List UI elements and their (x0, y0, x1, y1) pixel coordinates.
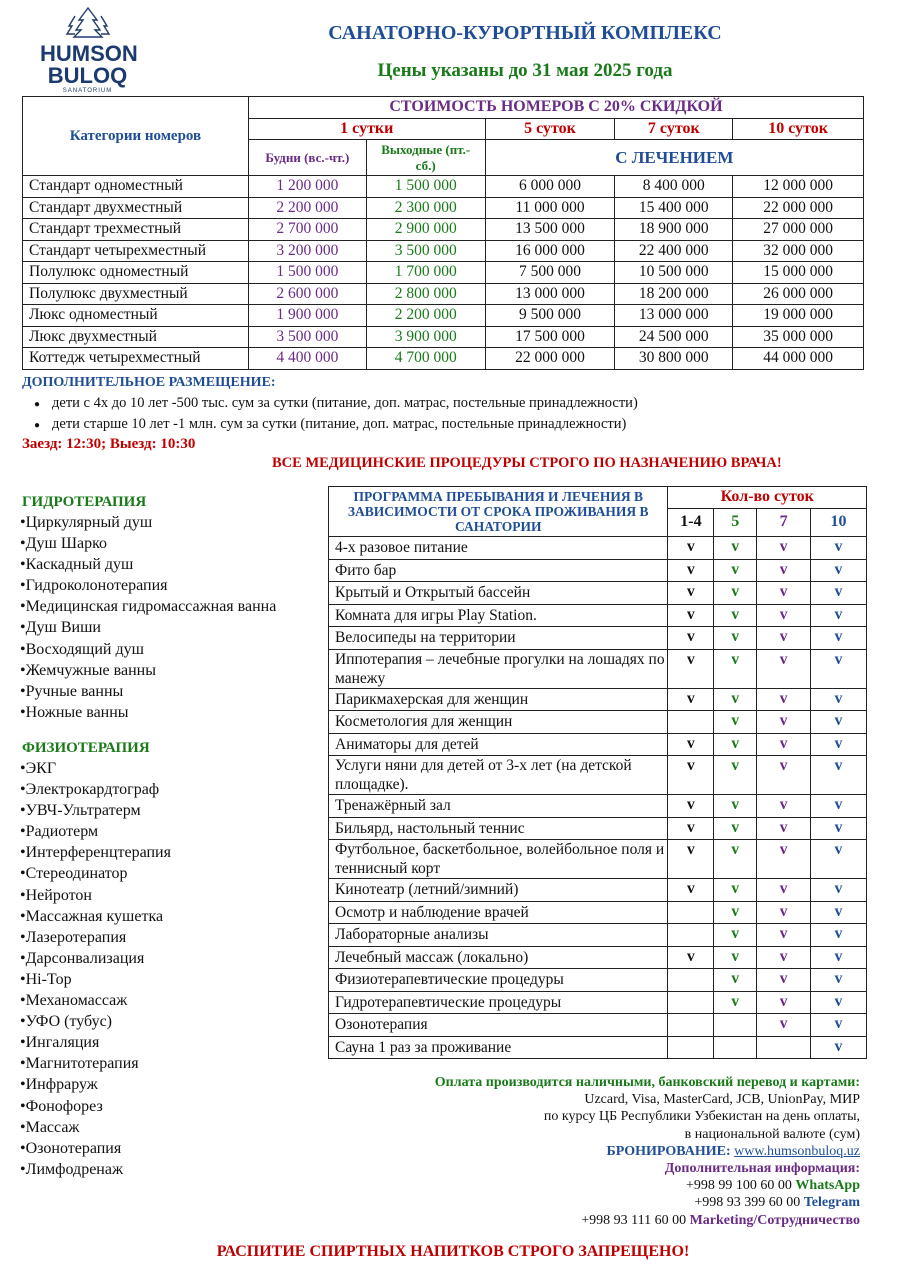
check-mark: v (714, 627, 757, 650)
program-item: Осмотр и наблюдение врачей (329, 901, 668, 924)
table-row (329, 946, 867, 969)
payment-rate-1: по курсу ЦБ Республики Узбекистан на день оплаты, (543, 1109, 860, 1125)
program-item: Иппотерапия – лечебные прогулки на лошадях по манежу (329, 649, 668, 688)
logo-line-3: SANATORIUM (62, 88, 113, 94)
telegram-label: Telegram (803, 1195, 860, 1211)
check-mark: v (668, 627, 714, 650)
price-5-days: 13 500 000 (485, 219, 615, 241)
list-item: •Каскадный душ (20, 556, 134, 574)
check-mark: v (714, 649, 757, 688)
table-row (23, 326, 864, 348)
table-row (329, 901, 867, 924)
price-weekdays: 2 700 000 (248, 219, 366, 241)
check-mark (668, 711, 714, 734)
info-label: Дополнительная информация: (664, 1161, 860, 1177)
check-mark: v (757, 711, 811, 734)
check-mark: v (714, 969, 757, 992)
payment-title: Оплата производится наличными, банковский перевод и картами: (434, 1075, 860, 1090)
check-mark: v (757, 924, 811, 947)
phone-whatsapp[interactable]: +998 99 100 60 00 (686, 1178, 792, 1194)
price-10-days: 22 000 000 (733, 197, 864, 219)
program-item: Лечебный массаж (локально) (329, 946, 668, 969)
list-item: •Циркулярный душ (20, 514, 153, 531)
check-mark: v (714, 733, 757, 756)
list-item: •Массажная кушетка (20, 907, 164, 925)
check-mark: v (811, 1014, 867, 1037)
check-mark (668, 924, 714, 947)
check-mark: v (757, 817, 811, 840)
list-item: •Инфраруж (20, 1076, 98, 1094)
whatsapp-label: WhatsApp (795, 1178, 860, 1194)
check-mark: v (668, 733, 714, 756)
bullet-icon: ● (33, 420, 41, 431)
price-7-days: 22 400 000 (615, 240, 733, 262)
alcohol-warning: РАСПИТИЕ СПИРТНЫХ НАПИТКОВ СТРОГО ЗАПРЕЩЕНО! (216, 1243, 690, 1260)
list-item: •Гидроколонотерапия (20, 577, 168, 595)
price-weekdays: 1 200 000 (248, 176, 366, 198)
check-mark: v (757, 627, 811, 650)
check-mark: v (811, 604, 867, 627)
table-row (23, 240, 864, 262)
program-item: Физиотерапевтические процедуры (329, 969, 668, 992)
check-mark (668, 901, 714, 924)
check-mark: v (811, 795, 867, 818)
price-10-days: 26 000 000 (733, 283, 864, 305)
day-col-5: 5 (714, 508, 757, 536)
list-item: •Нейротон (20, 886, 92, 904)
check-mark (757, 1036, 811, 1059)
check-mark: v (811, 817, 867, 840)
check-mark: v (668, 649, 714, 688)
program-item: Футбольное, баскетбольное, волейбольное поля и теннисный корт (329, 840, 668, 879)
extra-accommodation-list (22, 393, 638, 435)
list-item: •Ножные ванны (20, 703, 129, 721)
price-10-days: 44 000 000 (733, 348, 864, 370)
day-col-1-4: 1-4 (668, 508, 714, 536)
check-mark: v (757, 840, 811, 879)
list-item: •Душ Виши (20, 619, 101, 637)
program-item: Аниматоры для детей (329, 733, 668, 756)
check-mark: v (714, 901, 757, 924)
program-item: Озонотерапия (329, 1014, 668, 1037)
check-mark: v (668, 559, 714, 582)
period-7: 7 суток (615, 118, 733, 140)
check-mark: v (757, 946, 811, 969)
program-item: Фито бар (329, 559, 668, 582)
check-mark (714, 1036, 757, 1059)
check-mark: v (757, 1014, 811, 1037)
bullet-icon: ● (33, 399, 41, 410)
program-item: Комната для игры Play Station. (329, 604, 668, 627)
price-weekend: 1 500 000 (366, 176, 485, 198)
check-mark: v (757, 688, 811, 711)
price-7-days: 8 400 000 (615, 176, 733, 198)
price-weekdays: 3 500 000 (248, 326, 366, 348)
check-mark (668, 969, 714, 992)
check-mark: v (811, 946, 867, 969)
program-item: Услуги няни для детей от 3-х лет (на детской площадке). (329, 756, 668, 795)
list-item: ● дети старше 10 лет -1 млн. сум за сутки (питание, доп. матрас, постельные принадлежности) (22, 414, 638, 435)
program-item: Косметология для женщин (329, 711, 668, 734)
list-item: •Механомассаж (20, 992, 128, 1010)
list-item: •Ингаляция (20, 1034, 100, 1052)
table-row (329, 627, 867, 650)
check-mark: v (757, 582, 811, 605)
check-mark: v (811, 733, 867, 756)
check-mark: v (668, 795, 714, 818)
price-7-days: 18 900 000 (615, 219, 733, 241)
list-item: •Магнитотерапия (20, 1055, 139, 1073)
check-mark: v (757, 969, 811, 992)
check-mark: v (757, 733, 811, 756)
program-item: Бильярд, настольный теннис (329, 817, 668, 840)
price-weekdays: 1 500 000 (248, 262, 366, 284)
price-7-days: 18 200 000 (615, 283, 733, 305)
program-item: Тренажёрный зал (329, 795, 668, 818)
price-7-days: 15 400 000 (615, 197, 733, 219)
room-category: Стандарт двухместный (23, 197, 249, 219)
check-mark: v (668, 840, 714, 879)
checkin-times: Заезд: 12:30; Выезд: 10:30 (22, 436, 196, 452)
extra-accommodation-title: ДОПОЛНИТЕЛЬНОЕ РАЗМЕЩЕНИЕ: (22, 375, 276, 390)
price-weekdays: 3 200 000 (248, 240, 366, 262)
check-mark: v (811, 969, 867, 992)
program-item: Гидротерапевтические процедуры (329, 991, 668, 1014)
price-weekdays: 4 400 000 (248, 348, 366, 370)
weekdays-header: Будни (вс.-чт.) (248, 140, 366, 176)
table-row (329, 604, 867, 627)
list-item: •Душ Шарко (20, 535, 108, 553)
check-mark: v (714, 924, 757, 947)
days-header: Кол-во суток (668, 487, 867, 509)
price-weekend: 2 200 000 (366, 305, 485, 327)
check-mark: v (668, 879, 714, 902)
list-item: •Ручные ванны (20, 682, 124, 700)
price-weekend: 1 700 000 (366, 262, 485, 284)
check-mark: v (811, 711, 867, 734)
list-item: •Hi-Top (20, 970, 72, 988)
room-category: Люкс двухместный (23, 326, 249, 348)
program-item: 4-х разовое питание (329, 537, 668, 560)
list-item: •Массаж (20, 1118, 80, 1136)
check-mark: v (714, 991, 757, 1014)
program-item: Крытый и Открытый бассейн (329, 582, 668, 605)
table-row (329, 649, 867, 688)
check-mark: v (668, 537, 714, 560)
check-mark: v (668, 817, 714, 840)
medical-warning: ВСЕ МЕДИЦИНСКИЕ ПРОЦЕДУРЫ СТРОГО ПО НАЗНАЧЕНИЮ ВРАЧА! (272, 455, 782, 471)
room-category: Стандарт четырехместный (23, 240, 249, 262)
program-item: Велосипеды на территории (329, 627, 668, 650)
list-item: •Дарсонвализация (20, 949, 145, 967)
list-item: •Лазеротерапия (20, 928, 127, 946)
check-mark: v (757, 991, 811, 1014)
room-category: Полулюкс одноместный (23, 262, 249, 284)
weekend-header: Выходные (пт.-сб.) (366, 140, 485, 176)
check-mark: v (714, 879, 757, 902)
list-item: •Озонотерапия (20, 1139, 122, 1157)
program-item: Лабораторные анализы (329, 924, 668, 947)
table-row (329, 1036, 867, 1059)
list-item: •Стереодинатор (20, 865, 128, 883)
logo-line-1: HUMSON (40, 41, 138, 66)
check-mark (668, 1036, 714, 1059)
program-table (328, 486, 867, 1059)
check-mark: v (811, 688, 867, 711)
price-table (22, 96, 864, 370)
hydro-list (20, 512, 276, 723)
price-weekend: 2 800 000 (366, 283, 485, 305)
table-row (329, 756, 867, 795)
program-title: ПРОГРАММА ПРЕБЫВАНИЯ И ЛЕЧЕНИЯ В ЗАВИСИМОСТИ ОТ СРОКА ПРОЖИВАНИЯ В САНАТОРИИ (329, 487, 668, 537)
table-row (23, 348, 864, 370)
check-mark: v (811, 756, 867, 795)
price-5-days: 16 000 000 (485, 240, 615, 262)
check-mark: v (811, 924, 867, 947)
check-mark (668, 1014, 714, 1037)
check-mark: v (811, 649, 867, 688)
list-item: •Медицинская гидромассажная ванна (20, 598, 277, 616)
price-weekend: 3 900 000 (366, 326, 485, 348)
price-5-days: 7 500 000 (485, 262, 615, 284)
payment-rate-2: в национальной валюте (сум) (684, 1126, 860, 1142)
list-item: •Фонофорез (20, 1097, 103, 1115)
program-item: Кинотеатр (летний/зимний) (329, 879, 668, 902)
hydro-title: ГИДРОТЕРАПИЯ (22, 494, 147, 510)
table-row (329, 840, 867, 879)
categories-header: Категории номеров (23, 97, 249, 176)
phone-telegram[interactable]: +998 93 399 60 00 (694, 1195, 801, 1211)
period-5: 5 суток (485, 118, 615, 140)
program-item: Парикмахерская для женщин (329, 688, 668, 711)
check-mark: v (714, 537, 757, 560)
price-10-days: 12 000 000 (733, 176, 864, 198)
check-mark: v (714, 604, 757, 627)
table-row (23, 262, 864, 284)
check-mark: v (714, 840, 757, 879)
list-item: •УФО (тубус) (20, 1013, 112, 1031)
check-mark: v (811, 1036, 867, 1059)
price-weekdays: 1 900 000 (248, 305, 366, 327)
price-weekdays: 2 200 000 (248, 197, 366, 219)
price-10-days: 32 000 000 (733, 240, 864, 262)
price-5-days: 22 000 000 (485, 348, 615, 370)
discount-header: СТОИМОСТЬ НОМЕРОВ С 20% СКИДКОЙ (248, 97, 863, 119)
list-item: •Электрокардтограф (20, 781, 160, 799)
booking-label: БРОНИРОВАНИЕ: (606, 1143, 731, 1159)
table-row (329, 688, 867, 711)
price-5-days: 9 500 000 (485, 305, 615, 327)
list-item: ● дети с 4х до 10 лет -500 тыс. сум за сутки (питание, доп. матрас, постельные принадлежности) (22, 393, 638, 414)
check-mark: v (757, 559, 811, 582)
price-weekend: 2 900 000 (366, 219, 485, 241)
table-row (329, 537, 867, 560)
check-mark: v (811, 901, 867, 924)
check-mark: v (668, 688, 714, 711)
table-row (329, 1014, 867, 1037)
period-10: 10 суток (733, 118, 864, 140)
table-row (329, 582, 867, 605)
price-5-days: 13 000 000 (485, 283, 615, 305)
price-5-days: 6 000 000 (485, 176, 615, 198)
table-row (329, 711, 867, 734)
day-col-7: 7 (757, 508, 811, 536)
program-item: Сауна 1 раз за проживание (329, 1036, 668, 1059)
check-mark: v (811, 537, 867, 560)
logo (40, 6, 138, 94)
price-10-days: 27 000 000 (733, 219, 864, 241)
table-row (329, 924, 867, 947)
room-category: Люкс одноместный (23, 305, 249, 327)
physio-list (20, 758, 171, 1180)
check-mark: v (811, 840, 867, 879)
check-mark: v (811, 582, 867, 605)
payment-info (435, 1074, 860, 1229)
price-7-days: 13 000 000 (615, 305, 733, 327)
check-mark: v (668, 756, 714, 795)
check-mark: v (757, 649, 811, 688)
check-mark: v (757, 795, 811, 818)
list-item: •Восходящий душ (20, 640, 144, 658)
check-mark: v (714, 711, 757, 734)
check-mark: v (811, 559, 867, 582)
phone-marketing[interactable]: +998 93 111 60 00 (581, 1212, 687, 1228)
price-10-days: 35 000 000 (733, 326, 864, 348)
check-mark: v (714, 582, 757, 605)
check-mark: v (757, 879, 811, 902)
check-mark: v (714, 817, 757, 840)
price-7-days: 30 800 000 (615, 348, 733, 370)
check-mark: v (714, 795, 757, 818)
list-item: •УВЧ-Ультратерм (20, 802, 141, 820)
check-mark: v (714, 756, 757, 795)
check-mark: v (757, 537, 811, 560)
table-row (23, 197, 864, 219)
check-mark: v (757, 901, 811, 924)
room-category: Коттедж четырехместный (23, 348, 249, 370)
price-7-days: 10 500 000 (615, 262, 733, 284)
price-10-days: 15 000 000 (733, 262, 864, 284)
check-mark: v (668, 582, 714, 605)
payment-cards: Uzcard, Visa, MasterCard, JCB, UnionPay, МИР (584, 1092, 860, 1108)
table-row (329, 991, 867, 1014)
table-row (23, 219, 864, 241)
room-category: Полулюкс двухместный (23, 283, 249, 305)
list-item: •ЭКГ (20, 760, 57, 777)
table-row (329, 559, 867, 582)
price-5-days: 17 500 000 (485, 326, 615, 348)
logo-line-2: BULOQ (47, 63, 128, 88)
price-weekend: 4 700 000 (366, 348, 485, 370)
treatment-header: С ЛЕЧЕНИЕМ (485, 140, 863, 176)
page-subtitle: Цены указаны до 31 мая 2025 года (377, 60, 673, 81)
pine-trees-icon (63, 6, 113, 38)
physio-title: ФИЗИОТЕРАПИЯ (22, 740, 150, 756)
price-5-days: 11 000 000 (485, 197, 615, 219)
table-row (329, 817, 867, 840)
price-weekdays: 2 600 000 (248, 283, 366, 305)
page-title: САНАТОРНО-КУРОРТНЫЙ КОМПЛЕКС (328, 22, 722, 44)
list-item: •Интерференцтерапия (20, 844, 171, 862)
price-10-days: 19 000 000 (733, 305, 864, 327)
check-mark: v (811, 991, 867, 1014)
price-weekend: 3 500 000 (366, 240, 485, 262)
day-col-10: 10 (811, 508, 867, 536)
check-mark: v (714, 946, 757, 969)
check-mark: v (811, 627, 867, 650)
price-7-days: 24 500 000 (615, 326, 733, 348)
period-1: 1 сутки (248, 118, 485, 140)
table-row (329, 795, 867, 818)
list-item: •Радиотерм (20, 823, 99, 841)
check-mark: v (714, 688, 757, 711)
table-row (329, 969, 867, 992)
check-mark: v (668, 604, 714, 627)
check-mark (668, 991, 714, 1014)
check-mark: v (757, 604, 811, 627)
marketing-label: Marketing/Сотрудничество (689, 1212, 860, 1228)
check-mark (714, 1014, 757, 1037)
list-item: •Жемчужные ванны (20, 661, 156, 679)
table-row (23, 305, 864, 327)
room-category: Стандарт одноместный (23, 176, 249, 198)
room-category: Стандарт трехместный (23, 219, 249, 241)
price-weekend: 2 300 000 (366, 197, 485, 219)
table-row (23, 176, 864, 198)
check-mark: v (714, 559, 757, 582)
table-row (23, 283, 864, 305)
check-mark: v (668, 946, 714, 969)
check-mark: v (757, 756, 811, 795)
table-row (329, 733, 867, 756)
booking-link[interactable]: www.humsonbuloq.uz (734, 1143, 860, 1159)
list-item: •Лимфодренаж (20, 1160, 124, 1178)
table-row (329, 879, 867, 902)
check-mark: v (811, 879, 867, 902)
